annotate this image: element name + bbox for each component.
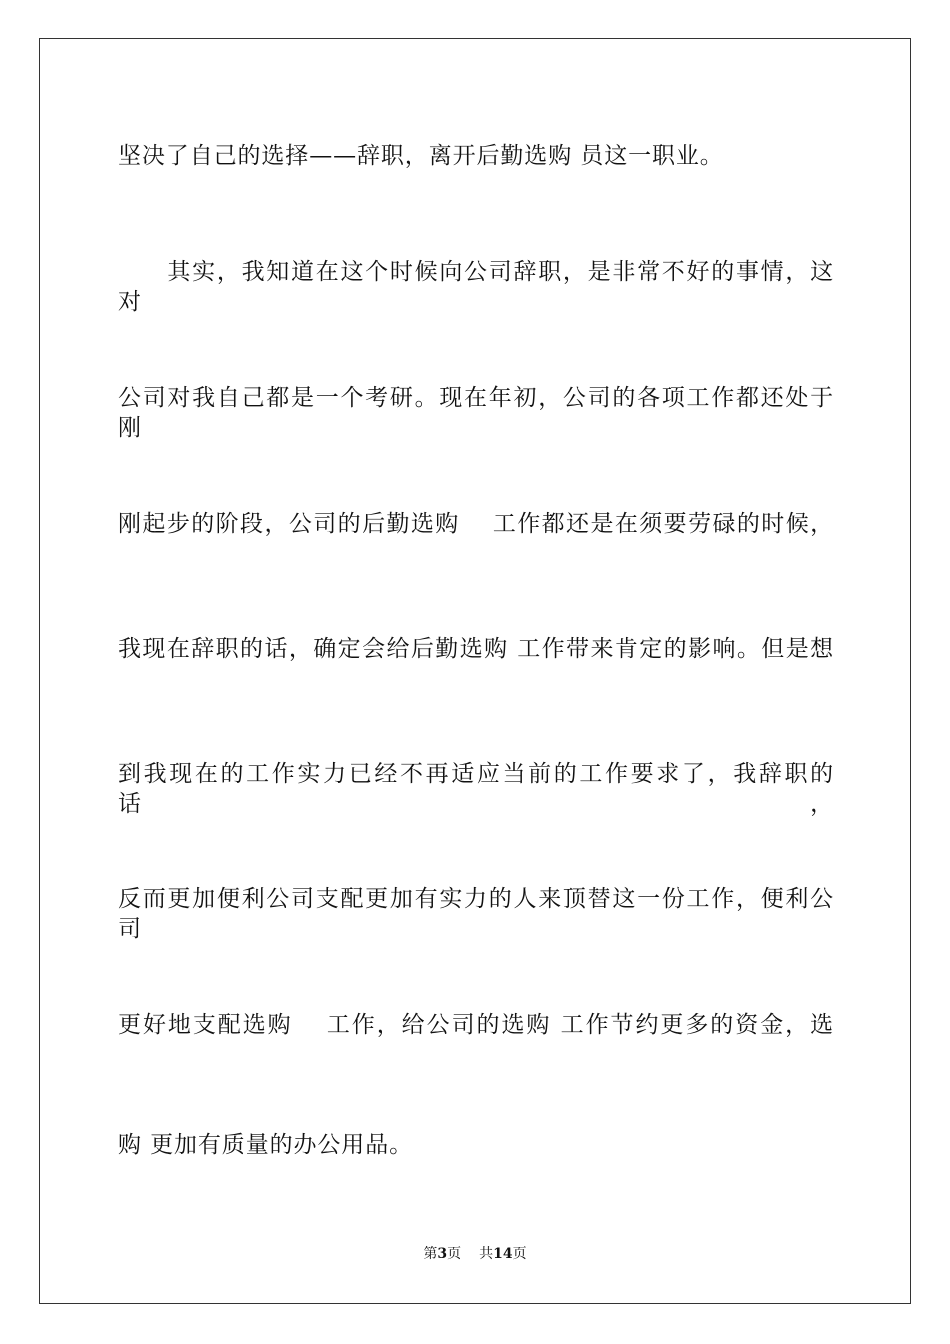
page-border: [39, 38, 911, 1304]
body-line-3: 公司对我自己都是一个考研。现在年初，公司的各项工作都还处于刚: [118, 385, 834, 441]
body-line-9: 购 更加有质量的办公用品。: [118, 1132, 414, 1158]
footer-page-suffix: 页: [447, 1246, 462, 1262]
body-line-1: 坚决了自己的选择——辞职，离开后勤选购 员这一职业。: [118, 143, 724, 169]
body-line-8: 更好地支配选购 工作，给公司的选购 工作节约更多的资金，选: [118, 1012, 834, 1038]
body-line-4: 刚起步的阶段，公司的后勤选购 工作都还是在须要劳碌的时候，: [118, 511, 834, 537]
footer-total-pages: 14: [493, 1246, 513, 1262]
body-line-5: 我现在辞职的话，确定会给后勤选购 工作带来肯定的影响。但是想: [118, 636, 834, 662]
body-line-6: 到我现在的工作实力已经不再适应当前的工作要求了，我辞职的话，: [118, 761, 834, 817]
footer-total-prefix: 共: [479, 1246, 494, 1262]
footer-page-number: 3: [437, 1246, 448, 1262]
page-footer: [0, 1245, 950, 1263]
body-line-7: 反而更加便利公司支配更加有实力的人来顶替这一份工作，便利公司: [118, 886, 834, 942]
footer-total-suffix: 页: [512, 1246, 527, 1262]
footer-page-prefix: 第: [423, 1246, 438, 1262]
body-line-2: 其实，我知道在这个时候向公司辞职，是非常不好的事情，这对: [118, 259, 834, 315]
